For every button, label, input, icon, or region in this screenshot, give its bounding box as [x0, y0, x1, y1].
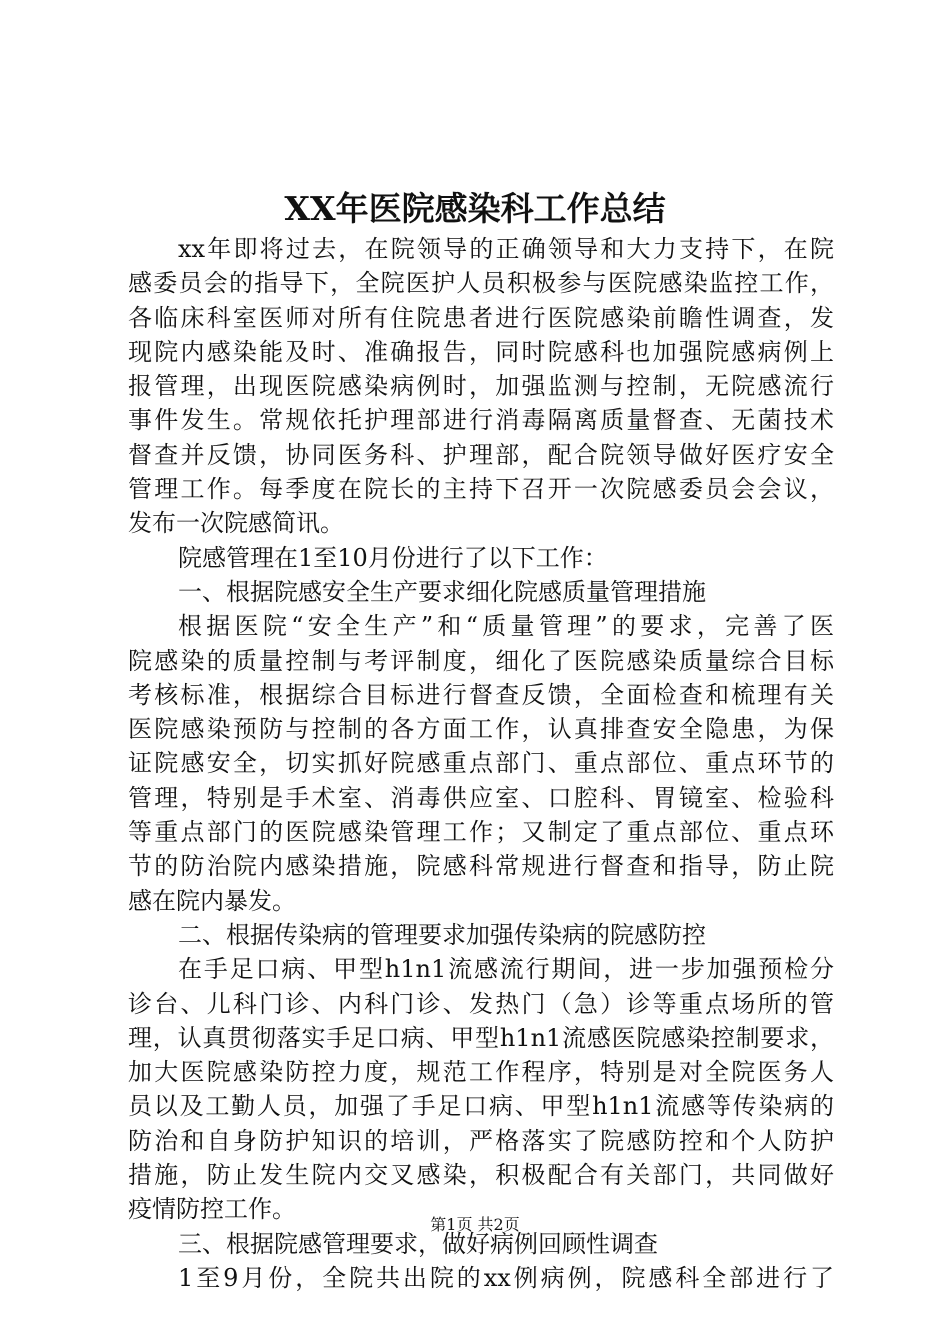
- text-line: 医院感染预防与控制的各方面工作，认真排查安全隐患，为保: [128, 715, 834, 744]
- text-line: 诊台、儿科门诊、内科门诊、发热门（急）诊等重点场所的管: [128, 989, 834, 1018]
- document-title: XX年医院感染科工作总结: [284, 189, 666, 228]
- text-line: 考核标准，根据综合目标进行督查反馈，全面检查和梳理有关: [128, 680, 834, 709]
- text-line: 管理，特别是手术室、消毒供应室、口腔科、胃镜室、检验科: [128, 783, 834, 812]
- text-line: 员以及工勤人员，加强了手足口病、甲型h1n1流感等传染病的: [128, 1092, 834, 1121]
- text-line: 1至9月份，全院共出院的xx例病例，院感科全部进行了: [178, 1263, 834, 1292]
- text-line: 发布一次院感简讯。: [128, 509, 344, 538]
- text-line: 节的防治院内感染措施，院感科常规进行督查和指导，防止院: [128, 852, 834, 881]
- text-line: 防治和自身防护知识的培训，严格落实了院感防控和个人防护: [128, 1126, 834, 1155]
- text-line: 报管理，出现医院感染病例时，加强监测与控制，无院感流行: [128, 372, 834, 401]
- text-line: xx年即将过去，在院领导的正确领导和大力支持下，在院: [178, 235, 834, 263]
- text-line: 加大医院感染防控力度，规范工作程序，特别是对全院医务人: [128, 1058, 834, 1087]
- text-line: 二、根据传染病的管理要求加强传染病的院感防控: [178, 920, 706, 949]
- text-line: 在手足口病、甲型h1n1流感流行期间，进一步加强预检分: [178, 955, 834, 984]
- text-line: 根据医院“安全生产”和“质量管理”的要求，完善了医: [178, 612, 834, 641]
- text-line: 感委员会的指导下，全院医护人员积极参与医院感染监控工作，: [128, 269, 834, 298]
- page-footer: 第1页 共2页: [430, 1215, 520, 1234]
- text-line: 等重点部门的医院感染管理工作；又制定了重点部位、重点环: [128, 818, 834, 847]
- text-line: 理，认真贯彻落实手足口病、甲型h1n1流感医院感染控制要求，: [128, 1023, 834, 1052]
- document-body: [128, 232, 834, 1295]
- text-line: 督查并反馈，协同医务科、护理部，配合院领导做好医疗安全: [128, 440, 834, 469]
- text-line: 事件发生。常规依托护理部进行消毒隔离质量督查、无菌技术: [128, 406, 834, 435]
- text-line: 现院内感染能及时、准确报告，同时院感科也加强院感病例上: [128, 337, 834, 366]
- text-line: 措施，防止发生院内交叉感染，积极配合有关部门，共同做好: [128, 1161, 834, 1190]
- text-line: 各临床科室医师对所有住院患者进行医院感染前瞻性调查，发: [128, 303, 834, 332]
- text-line: 三、根据院感管理要求，做好病例回顾性调查: [178, 1229, 658, 1258]
- text-line: 院感管理在1至10月份进行了以下工作：: [178, 543, 608, 572]
- text-line: 管理工作。每季度在院长的主持下召开一次院感委员会会议，: [128, 475, 834, 504]
- text-line: 疫情防控工作。: [128, 1195, 296, 1224]
- text-line: 感在院内暴发。: [128, 886, 296, 915]
- text-line: 一、根据院感安全生产要求细化院感质量管理措施: [178, 577, 706, 606]
- text-line: 院感染的质量控制与考评制度，细化了医院感染质量综合目标: [128, 646, 834, 675]
- text-line: 证院感安全，切实抓好院感重点部门、重点部位、重点环节的: [128, 749, 834, 778]
